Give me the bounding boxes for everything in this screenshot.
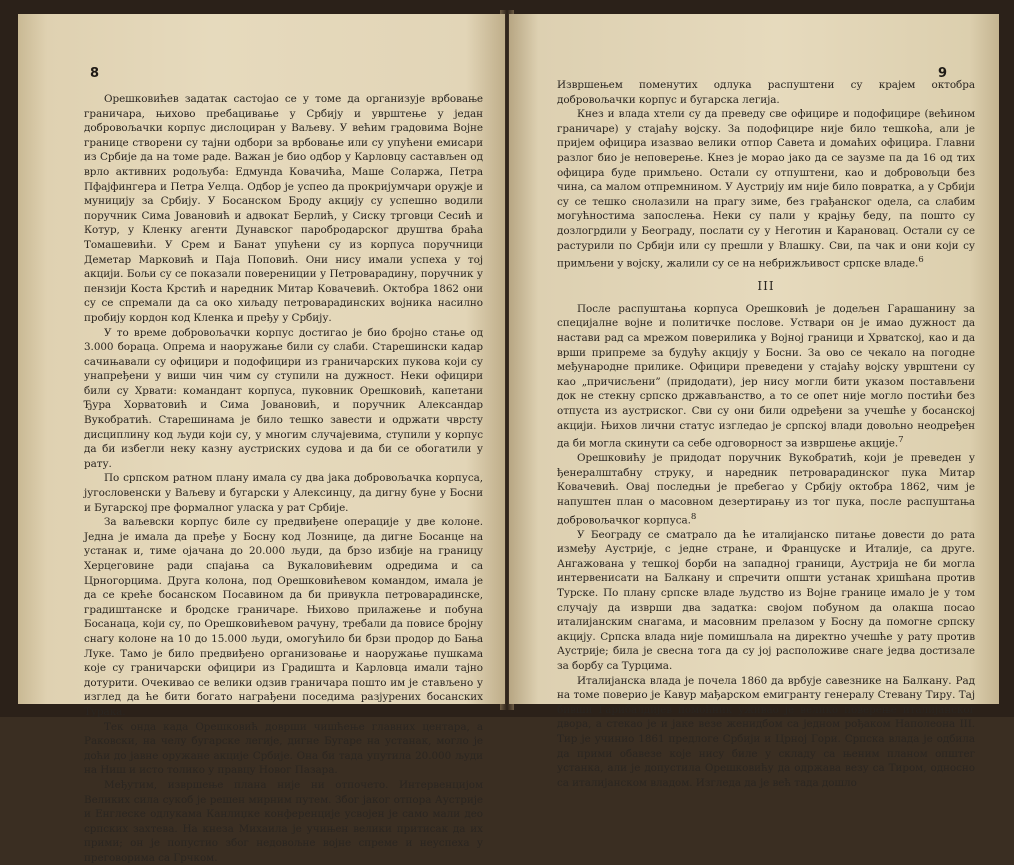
paragraph <box>557 451 975 527</box>
paragraph: Извршењем поменутих одлука распуштени су крајем октобра добровољачки корпус и бугарска легија. <box>557 79 975 106</box>
footnote-marker: 6 <box>918 255 924 266</box>
paragraph: У то време добровољачки корпус достигао је био бројно стање од 3.000 бораца. Опрема и наоружање били су слаби. Старешински кадар сачињавали су официри и подофицири из граничарских пукова који су унапређени у виши чин чим су ступили на дужност. Неки официри били су Хрвати: командант корпуса, пуковник Орешковић, капетани Ђура Хорватовић и Сима Јовановић, и поручник Александар Вукобратић. Старешинама је било тешко завести и одржати чврсту дисциплину код људи који су, у многим случајевима, ступили у корпус да би избегли неку казну аустриских судова и да би се обогатили у рату. <box>84 326 483 470</box>
paragraph: У Београду се сматрало да ће италијанско питање довести до рата између Аустрије, с једне стране, и Француске и Италије, са друге. Ангажована у тешкој борби на западној граници, Аустрија не би могла интервенисати на Балкану и спречити општи устанак хришћана против Турске. По плану српске владе људство из Војне границе имало је у том случају да изврши два задатка: својом побуном да олакша посао италијанским снагама, и масовним прелазом у Босну да помогне српску акцију. Српска влада није помишљала на директно учешће у рату против Аустрије; била је свесна тога да су јој расположиве снаге једва достизале за борбу са Турцима. <box>557 528 975 672</box>
paragraph: Тек онда када Орешковић доврши чишћење главних центара, а Раковски, на челу бугарске легије, дигне Бугаре на устанак, могло је доћи до јавне оружане акције Србије. Она би тада упутила 20.000 људи на Ниш и исто толико у правцу Новог Пазара. <box>84 720 483 777</box>
paragraph: По српском ратном плану имала су два јака добровољачка корпуса, југословенски у Ваљеву и бугарски у Алексинцу, да дигну буне у Босни и Бугарској пре формалног уласка у рат Србије. <box>84 472 483 514</box>
paragraph: Орешковићев задатак састојао се у томе да организује врбовање граничара, њихово пребацивање у Србију и уврштење у један добровољачки корпус дислоциран у Ваљеву. У већим градовима Војне границе створени су тајни одбори за врбовање или су упућени емисари из Србије да на томе раде. Важан је био одбор у Карловцу састављен од врло активних родољуба: Едмунда Ковачића, Маше Соларжа, Петра Пфајфингера и Петра Уелца. Одбор је успео да прокријумчари оружје и муницију за Србију. У Босанском Броду акцију су успешно водили поручник Сима Јовановић и адвокат Берлић, у Сиску трговци Сесић и Котур, у Кленку агенти Дунавског паробродарског друштва браћа Томашевићи. У Срем и Банат упућени су из корпуса поручници Деметар Марковић и Паја Поповић. Они нису имали успеха у тој акцији. Бољи су се показали поверениции у Петроварадину, поручник у пензији Коста Крстић и наредник Митар Ковачевић. Октобра 1862 они су се спремали да са око хиљаду петроварадинских војника насилно пробију кордон код Кленка и пређу у Србију. <box>84 93 483 324</box>
paragraph: Међутим, извршење плана није ни отпочето. Интервенцијом Великих сила сукоб је решен мирним путем. Због јаког отпора Аустрије и Енглеске одлукама Канлиџке конференције усвојен је само мали део српских захтева. На кнеза Михаила је учињен велики притисак да их прими; он је попустио због недовољне војне спреме и неуспеха у преговорима са Грчком. <box>84 778 483 864</box>
paragraph-text: Орешковићу је придодат поручник Вукобратић, који је преведен у ђенералштабну струку, и наредник петроварадинског пука Митар Ковачевић. Овај последњи је пребегао у Србију октобра 1862, чим је напуштен план о масовном дезертирању из тог пука, после распуштања добровољачког корпуса. <box>557 452 975 527</box>
page-number-left: 8 <box>90 66 100 81</box>
right-page-text <box>557 78 975 790</box>
page-number-right: 9 <box>937 66 947 81</box>
paragraph: За ваљевски корпус биле су предвиђене операције у две колоне. Једна је имала да пређе у Босну код Лознице, да дигне Босанце на устанак и, тиме ојачана до 20.000 људи, да брзо избије на границу Херцеговине ради спајања са Вукаловићевим одредима и са Црногорцима. Друга колона, под Орешковићевом командом, имала је да се креће босанском Посавином да би привукла петроварадинске, градиштанске и бродске граничаре. Њихово прилажење и побуна Босанаца, који су, по Орешковићевом рачуну, требали да повисе бројну снагу колоне на 10 до 15.000 људи, омогућило би брзи продор до Бања Луке. Тамо је било предвиђено организовање и наоружање пушкама које су граничарски официри из Градишта и Карловца имали тајно дотурити. Очекивао се велики одзив граничара пошто им је стављено у изглед да ће бити богато награђени поседима разјурених босанских Турака. <box>84 516 483 718</box>
paragraph <box>557 302 975 451</box>
right-page <box>509 14 999 789</box>
left-page-text <box>84 92 483 865</box>
paragraph-text: Кнез и влада хтели су да преведу све официре и подофицире (већином граничаре) у стајаћу војску. За подофицире није било тешкоћа, али је пријем официра изазвао велики отпор Савета и домаћих официра. Главни разлог био је неповерење. Кнез је морао јако да се заузме па да 16 од тих официра буде примљено. Остали су отпуштени, као и добровољци без чина, са малом отпремнином. У Аустрију им није било повратка, а у Србији су се тешко снолазили на прагу зиме, без грађанског одела, са слабим могућностима запослења. Неки су пали у крајњу беду, па пошто су дозлогрдили у Београду, послати су у Неготин и Карановац. Остали су се растурили по Србији или су прешли у Влашку. Сви, па чак и они који су примљени у војску, жалили су се на небрижљивост српске владе. <box>557 108 975 270</box>
paragraph: Италијанска влада је почела 1860 да врбује савезнике на Балкану. Рад на томе поверио је Кавур мађарском емигранту генералу Стевану Тиру. Тај бивши Гарибалдијев помоћник уживао је велико поверење италијанског двора, а стекао је и јаке везе женидбом са једном рођаком Наполеона III. Тир је учинио 1861 предлоге Србији и Црној Гори. Српска влада је одбила да прими обавезе које нису биле у складу са њеним планом општег устанка, али је допустила Орешковићу да одржава везу са Тиром, односно са италијанском владом. Изгледа да је већ тада дошло <box>557 674 975 789</box>
left-page <box>18 14 505 864</box>
footnote-marker: 8 <box>690 511 697 522</box>
footnote-marker: 7 <box>898 435 904 446</box>
paragraph <box>557 107 975 271</box>
section-heading: III <box>757 279 775 294</box>
paragraph-text: После распуштања корпуса Орешковић је додељен Гарашанину за специјалне војне и политичке послове. Уствари он је имао дужност да настави рад са мрежом поверилика у Војној граници и Хрватској, као и да врши припреме за будућу акцију у Босни. За ово се чекало на погодне међународне прилике. Официри преведени у стајаћу војску уврштени су као „причисљени” (придодати), јер нису могли бити указом постављени док не стекну српско држављанство, а то се опет није могло постићи без отпуста из аустриског. Сви су они били одређени за учешће у босанској акцији. Њихов лични статус изгледао је српској влади довољно неодређен да би могла скинути са себе одговорност за извршење акције. <box>557 302 975 450</box>
